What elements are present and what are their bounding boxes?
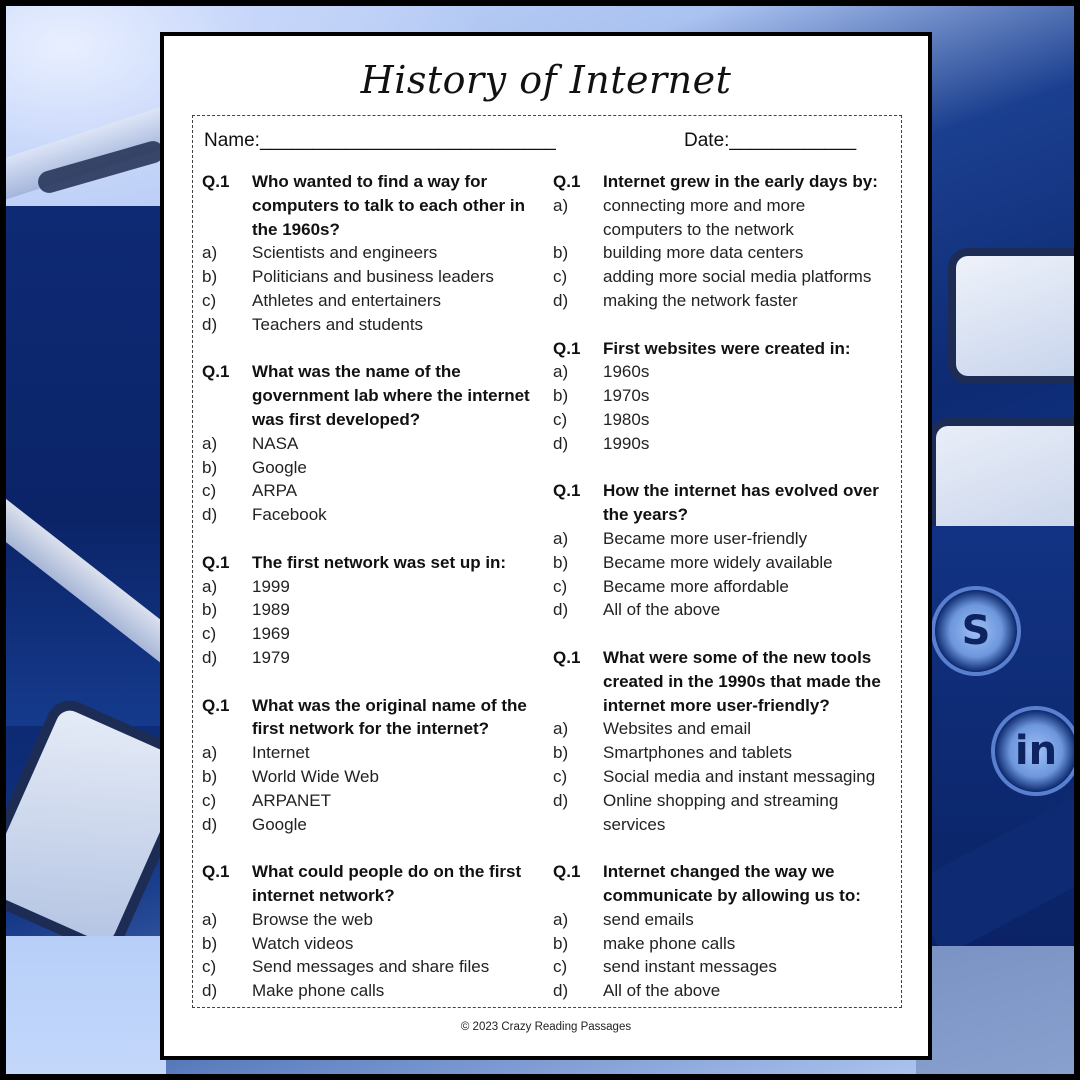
option-text: 1970s [603,386,650,406]
question-block [553,170,903,313]
answer-option[interactable] [553,432,903,456]
answer-option[interactable] [202,765,552,789]
question-text: The first network was set up in: [252,552,507,572]
question-text-line [202,884,552,908]
question-text-line [553,694,903,718]
option-text: 1960s [603,362,650,382]
answer-option[interactable] [553,932,903,956]
question-text: was first developed? [252,409,421,429]
question-text-line [202,860,552,884]
question-text-line [553,337,903,361]
option-letter: c) [553,409,568,429]
option-letter: b) [202,766,218,786]
question-number [202,717,252,741]
answer-option[interactable] [202,265,552,289]
option-letter: a) [202,909,218,929]
question-number [202,218,252,242]
option-text: Smartphones and tablets [603,743,793,763]
option-text: All of the above [603,981,721,1001]
option-letter: c) [202,481,217,501]
answer-option[interactable] [553,289,903,313]
question-text: Internet grew in the early days by: [603,172,878,191]
question-number [202,408,252,432]
answer-option[interactable] [202,575,552,599]
answer-option[interactable] [202,741,552,765]
question-text-line [202,170,552,194]
option-text: 1980s [603,409,650,429]
question-number: Q.1 [202,695,230,715]
question-number: Q.1 [202,172,230,191]
option-text: building more data centers [603,243,804,263]
answer-option[interactable] [553,908,903,932]
skype-icon [931,586,1021,676]
question-block [202,860,552,1003]
option-text: Online shopping and streaming [603,790,839,810]
option-text: Browse the web [252,909,373,929]
question-text: computers to talk to each other in [252,195,525,215]
question-number: Q.1 [553,862,581,882]
option-text: Send messages and share files [252,957,490,977]
question-block [553,479,903,622]
option-letter: a) [553,362,569,382]
option-text: Became more user-friendly [603,528,808,548]
question-block [202,170,552,337]
option-text: Became more affordable [603,576,789,596]
answer-option[interactable] [202,432,552,456]
question-text: Who wanted to find a way for [252,172,488,191]
question-text: created in the 1990s that made the [603,671,881,691]
question-box [192,115,902,1008]
question-text-line [553,646,903,670]
option-text: Scientists and engineers [252,243,438,263]
answer-option[interactable] [553,241,903,265]
answer-option[interactable] [202,479,552,503]
skype-glyph: S [961,608,991,654]
question-number [202,194,252,218]
background-highlight [6,936,166,1080]
option-letter: b) [202,267,218,287]
question-text-line [553,170,903,194]
questions-left-column [202,170,552,1027]
option-letter: d) [202,981,218,1001]
answer-option[interactable] [553,979,903,1003]
option-letter: b) [553,386,569,406]
question-text: internet network? [252,885,395,905]
question-text: How the internet has evolved over [603,481,879,501]
question-text-line [202,218,552,242]
option-letter: d) [202,814,218,834]
question-number: Q.1 [202,862,230,882]
questions-right-column [553,170,903,1027]
option-text: World Wide Web [252,766,379,786]
option-text: Websites and email [603,719,752,739]
question-text-line [202,717,552,741]
worksheet-title: History of Internet [360,58,732,102]
linkedin-glyph: in [1014,728,1058,774]
question-block [202,360,552,527]
answer-option[interactable] [202,241,552,265]
question-number: Q.1 [202,362,230,382]
option-letter: d) [202,314,218,334]
option-text: connecting more and more [603,195,806,215]
question-text-line [553,479,903,503]
option-letter: b) [202,933,218,953]
option-letter: b) [553,933,569,953]
question-text-line [202,360,552,384]
option-text: adding more social media platforms [603,267,872,287]
question-text-line [202,408,552,432]
copyright-footer: © 2023 Crazy Reading Passages [460,1021,632,1033]
name-field[interactable]: Name:____________________________ [204,130,556,151]
answer-option[interactable] [553,717,903,741]
question-number: Q.1 [202,552,230,572]
question-number [553,694,603,718]
option-letter-spacer [553,218,603,242]
question-block [553,860,903,1003]
option-letter: c) [553,957,568,977]
option-letter: d) [553,790,569,810]
option-text: send instant messages [603,957,777,977]
answer-option[interactable] [202,932,552,956]
answer-option[interactable] [202,908,552,932]
answer-option[interactable] [553,955,903,979]
answer-option-continued[interactable] [553,813,903,837]
question-text: First websites were created in: [603,338,851,358]
question-text: Internet changed the way we [603,862,835,882]
option-letter: b) [202,457,218,477]
question-text: What was the name of the [252,362,461,382]
option-letter: b) [202,600,218,620]
question-number: Q.1 [553,172,581,191]
option-letter: b) [553,552,569,572]
option-letter: c) [553,267,568,287]
option-letter: b) [553,243,569,263]
option-text: Google [252,457,307,477]
question-text: first network for the internet? [252,719,490,739]
answer-option[interactable] [553,551,903,575]
answer-option[interactable] [202,789,552,813]
answer-option[interactable] [202,313,552,337]
option-letter: d) [553,433,569,453]
question-number [202,884,252,908]
question-number: Q.1 [553,647,581,667]
question-block [553,337,903,456]
option-text: ARPANET [252,790,332,810]
option-text: Became more widely available [603,552,833,572]
option-text: 1989 [252,600,290,620]
option-text: All of the above [603,600,721,620]
question-block [202,694,552,837]
answer-option[interactable] [553,575,903,599]
option-text: Google [252,814,307,834]
question-text-line [202,384,552,408]
option-text: Make phone calls [252,981,385,1001]
option-text: 1999 [252,576,290,596]
option-letter: d) [202,505,218,525]
answer-option[interactable] [553,789,903,813]
answer-option[interactable] [553,194,903,218]
answer-option[interactable] [202,503,552,527]
question-text: the years? [603,505,689,525]
question-text-line [202,694,552,718]
option-letter: d) [202,647,218,667]
question-text-line [553,884,903,908]
answer-option[interactable] [553,598,903,622]
option-text: Internet [252,743,310,763]
option-text: services [603,814,666,834]
option-letter: c) [553,576,568,596]
option-text: send emails [603,909,694,929]
question-text-line [553,670,903,694]
option-text: Teachers and students [252,314,424,334]
question-text: the 1960s? [252,219,340,239]
question-text-line [553,860,903,884]
option-letter: d) [553,600,569,620]
option-letter: d) [553,290,569,310]
option-letter: d) [553,981,569,1001]
option-text: ARPA [252,481,298,501]
linkedin-icon [991,706,1080,796]
question-text: internet more user-friendly? [603,695,830,715]
question-number [553,503,603,527]
option-text: 1969 [252,624,290,644]
option-text: Politicians and business leaders [252,267,494,287]
question-text: What could people do on the first [252,862,522,882]
question-number: Q.1 [553,481,581,501]
question-text: government lab where the internet [252,386,530,406]
question-text-line [202,551,552,575]
date-field[interactable]: Date:____________ [684,130,857,151]
question-number [202,384,252,408]
option-text: make phone calls [603,933,736,953]
option-letter: a) [553,528,569,548]
option-letter: a) [202,576,218,596]
option-text: 1979 [252,647,290,667]
answer-option[interactable] [202,456,552,480]
answer-option[interactable] [202,646,552,670]
question-block [202,551,552,670]
answer-option[interactable] [553,360,903,384]
question-text: What was the original name of the [252,695,527,715]
option-letter: a) [202,743,218,763]
option-letter: b) [553,743,569,763]
option-text: making the network faster [603,290,798,310]
option-text: NASA [252,433,299,453]
question-number [553,670,603,694]
keyboard-key-decoration [956,256,1080,376]
option-letter: c) [202,290,217,310]
question-text: What were some of the new tools [603,647,872,667]
answer-option[interactable] [202,289,552,313]
question-number [553,884,603,908]
answer-option[interactable] [202,622,552,646]
question-text-line [553,503,903,527]
answer-option[interactable] [553,384,903,408]
option-text: Social media and instant messaging [603,766,876,786]
answer-option-continued[interactable] [553,218,903,242]
option-letter: a) [202,243,218,263]
question-text: communicate by allowing us to: [603,885,861,905]
answer-option[interactable] [553,408,903,432]
option-letter: c) [553,766,568,786]
question-text-line [202,194,552,218]
answer-option[interactable] [202,979,552,1003]
option-text: Athletes and entertainers [252,290,442,310]
answer-option[interactable] [553,741,903,765]
worksheet-card [160,32,932,1060]
answer-option[interactable] [553,527,903,551]
phone-body-decoration [916,946,1080,1080]
option-letter: c) [202,790,217,810]
question-block [553,646,903,836]
option-text: Watch videos [252,933,354,953]
question-number: Q.1 [553,338,581,358]
option-letter: c) [202,957,217,977]
answer-option[interactable] [202,598,552,622]
option-letter: a) [553,909,569,929]
option-letter: a) [553,195,569,215]
option-letter: a) [202,433,218,453]
option-letter-spacer [553,813,603,837]
option-text: Facebook [252,505,327,525]
answer-option[interactable] [553,265,903,289]
answer-option[interactable] [202,813,552,837]
option-text: computers to the network [603,219,794,239]
answer-option[interactable] [553,765,903,789]
option-letter: c) [202,624,217,644]
option-text: 1990s [603,433,650,453]
answer-option[interactable] [202,955,552,979]
option-letter: a) [553,719,569,739]
